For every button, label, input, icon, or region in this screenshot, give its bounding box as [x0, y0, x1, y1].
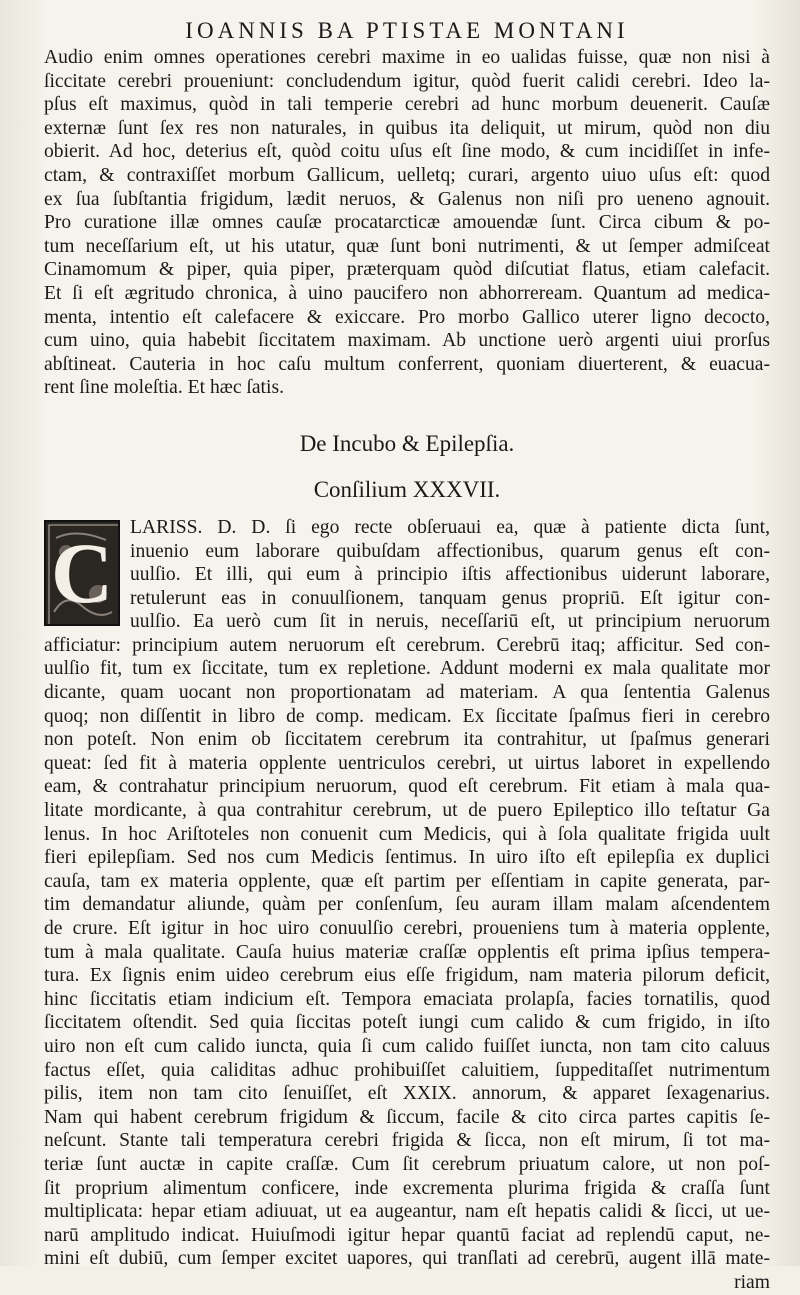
- text-line: pilis, item non tam cito ſenuiſſet, eſt XXIX. annorum, & apparet ſexagenarius.: [44, 1083, 770, 1105]
- consilium-heading: Conſilium XXXVII.: [313, 476, 501, 502]
- text-line: non poteſt. Non enim ob ſiccitatem cerebrum ita contrahitur, ut ſpaſmus generari: [44, 729, 770, 751]
- text-line: pſus eſt maximus, quòd in tali temperie cerebri ad hunc morbum deuenerit. Cauſæ: [44, 94, 770, 116]
- text-line: tum neceſſarium eſt, ut his utatur, quæ ſunt boni nutrimenti, & ut ſemper admiſceat: [44, 235, 770, 257]
- text-line: dicante, quam uocant non proportionatam ad materiam. A qua ſententia Galenus: [44, 682, 770, 704]
- text-line: menta, intentio eſt calefacere & exiccare. Pro morbo Gallico uterer ligno decocto,: [44, 306, 770, 328]
- text-line: Nam qui habent cerebrum frigidum & ſiccum, facile & cito circa partes capitis ſe-: [44, 1106, 770, 1128]
- text-line: Pro curatione illæ omnes cauſæ procatarcticæ amouendæ ſunt. Circa cibum & po-: [44, 212, 770, 234]
- text-line: obierit. Ad hoc, deterius eſt, quòd coitu uſus eſt ſine modo, & cum incidiſſet in infe-: [44, 141, 770, 163]
- text-line: tim demandatur aliunde, quàm per conſenſum, ſeu auram illam malam aſcendentem: [44, 894, 770, 916]
- text-line: eam, & contrahatur principium neruorum, quod eſt cerebrum. Fit etiam à mala qua-: [44, 776, 770, 798]
- consilium-lines: [44, 634, 770, 1271]
- text-line: afficiatur: principium autem neruorum eſt cerebrum. Cerebrū itaq; afficitur. Sed con-: [44, 634, 770, 656]
- text-line: ſiccitatem oſtendit. Sed quia ſiccitas poteſt iungi cum calido & cum frigido, in iſto: [44, 1012, 770, 1034]
- text-line: fieri epilepſiam. Sed nos cum Medicis ſentimus. In uiro iſto eſt epilepſia ex duplici: [44, 847, 770, 869]
- initial-letter: C: [50, 524, 114, 621]
- catchword: riam: [734, 1271, 770, 1293]
- text-line: teriæ ſunt auctæ in capite craſſæ. Cum ſit cerebrum priuatum calore, ut non poſ-: [44, 1153, 770, 1175]
- text-line: ctam, & contraxiſſet morbum Gallicum, uelletq; curari, argento uiuo uſus eſt: quod: [44, 164, 770, 186]
- text-line: LARISS. D. D. ſi ego recte obſeruaui ea, quæ à patiente dicta ſunt,: [130, 516, 770, 538]
- text-line: Cinamomum & piper, quia piper, præterquam quòd diſcutiat flatus, etiam calefacit.: [44, 259, 770, 281]
- text-line: Audio enim omnes operationes cerebri maxime in eo ualidas fuisse, quæ non nisi à: [44, 47, 770, 68]
- text-line: lenus. In hoc Ariſtoteles non conuenit cum Medicis, qui à ſola qualitate frigida uult: [44, 823, 770, 845]
- text-line: queat: ſed fit à materia opplente uentriculos cerebri, ut uirtus laboret in expellendo: [44, 752, 770, 774]
- text-line: neſcunt. Stante tali temperatura cerebri frigida & ſicca, non eſt mirum, ſi tot ma-: [44, 1130, 770, 1152]
- text-line: abſtineat. Cauteria in hoc caſu multum conferrent, quoniam diuerterent, & euacua-: [44, 353, 770, 375]
- text-line: retulerunt eas in conuulſionem, tanquam genus propriū. Eſt igitur con-: [130, 587, 770, 609]
- text-line: ſiccitate cerebri proueniunt: concludendum igitur, quòd fuerit calidi cerebri. Ideo la-: [44, 70, 770, 92]
- text-line: rent ſine moleſtia. Et hæc ſatis.: [44, 377, 284, 399]
- text-line: litate mordicante, à qua contrahitur cerebrum, ut de puero Epileptico illo teſtatur Ga: [44, 800, 770, 822]
- text-line: quoq; non diſſentit in libro de comp. medicam. Ex ſiccitate ſpaſmus fieri in cerebro: [44, 705, 770, 727]
- text-line: uulſio fit, tum ex ſiccitate, tum ex repletione. Addunt moderni ex mala qualitate mor: [44, 658, 770, 680]
- text-line: factus eſſet, quia caliditas adhuc prohibuiſſet caluitiem, ſuppeditaſſet nutrimentum: [44, 1059, 770, 1081]
- text-line: hinc ſiccitatis etiam indicium eſt. Tempora emaciata prolapſa, facies tornatilis, quod: [44, 988, 770, 1010]
- section-heading: De Incubo & Epilepſia.: [299, 430, 515, 456]
- text-line: ex ſua ſubſtantia frigidum, lædit neruos, & Galenus non niſi pro ueneno agnouit.: [44, 188, 770, 210]
- consilium-body: [44, 516, 770, 1295]
- text-line: Et ſi eſt ægritudo chronica, à uino paucifero non abhorreream. Quantum ad medica-: [44, 282, 770, 304]
- text-line: uiro non eſt cum calido iuncta, quia ſi cum calido fuiſſet iuncta, non tam cito caluus: [44, 1035, 770, 1057]
- running-head: IOANNIS BA PTISTAE MONTANI: [185, 18, 629, 43]
- text-line: uulſio. Et illi, qui eum à principio iſtis affectionibus uiderunt laborare,: [130, 564, 770, 586]
- text-line: cauſa, tam ex materia opplente, quæ eſt partim per eſſentiam in capite generata, par-: [44, 870, 770, 892]
- text-line: mini eſt dubiū, cum ſemper excitet uapores, qui tranſlati ad cerebrū, augent illā mate-: [44, 1248, 770, 1270]
- text-line: de crure. Eſt igitur in hoc uiro conuulſio cerebri, proueniens tum à materia opplente,: [44, 918, 770, 939]
- text-line: tura. Ex ſignis enim uideo cerebrum eius eſſe frigidum, nam materia pilorum deficit,: [44, 965, 770, 987]
- initial-wrapped-lines: [44, 516, 770, 634]
- text-line: multiplicata: hepar etiam adiuuat, ut ea augeantur, nam eſt hepatis calidi & ſicci, ut ue-: [44, 1201, 770, 1223]
- text-line: uulſio. Ea uerò cum ſit in neruis, neceſſariū eſt, ut principium neruorum: [130, 611, 770, 633]
- text-line: ſit proprium alimentum conficere, inde excrementa plurima frigida & craſſa ſunt: [44, 1177, 770, 1199]
- text-line: tum à mala qualitate. Cauſa huius materiæ craſſæ opplentis eſt prima ipſius tempera-: [44, 941, 770, 963]
- text-line: narū amplitudo indicat. Huiuſmodi igitur hepar quantū faciat ad replendū caput, ne-: [44, 1224, 770, 1246]
- text-line: inuenio eum laborare quibuſdam affectionibus, quarum genus eſt con-: [130, 540, 770, 562]
- text-line: externæ ſunt ſex res non naturales, in quibus ita deliquit, ut mirum, quòd non diu: [44, 117, 770, 139]
- intro-paragraph: [44, 46, 770, 400]
- text-line: cum uino, quia habebit ſiccitatem maximam. Ab unctione uerò argenti uiui prorſus: [44, 330, 770, 352]
- decorated-initial: [44, 520, 120, 626]
